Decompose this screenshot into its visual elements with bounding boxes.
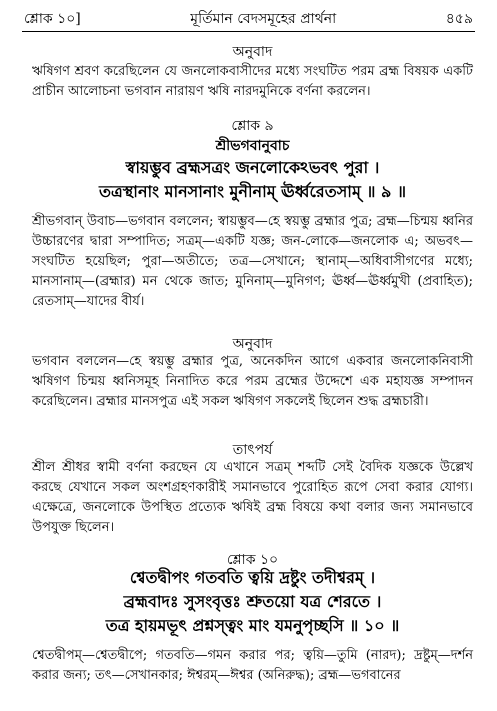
sloka-9-purport-heading: তাৎপর্য	[232, 442, 273, 458]
sloka-9-heading: শ্লোক ৯	[231, 118, 274, 134]
sloka-9-translation: ভগবান বললেন—হে স্বয়ম্ভু ব্রহ্মার পুত্র, অনেকদিন আগে একবার জনলোকনিবাসী ঋষিগণ চিন্ময় ধ্বনিসমূহ নিনাদিত করে পরম ব্রহ্মের উদ্দেশে এক মহাযজ্ঞ সম্পাদন করেছিলেন। ব্রহ্মার মানসপুত্র এই সকল ঋষিগণ সকলেই ছিলেন শুদ্ধ ব্রহ্মচারী।	[32, 354, 473, 409]
page-number: ৪৫৯	[445, 11, 473, 27]
running-header	[24, 8, 473, 30]
verse-line: তত্রস্থানাং মানসানাং মুনীনাম্ ঊর্ধ্বরেতসাম্ ॥ ৯ ॥	[98, 182, 407, 201]
sloka-10-heading: শ্লোক ১০	[226, 552, 279, 568]
verse-line: ব্রহ্মবাদঃ সুসংবৃত্তঃ শ্রুতয়ো যত্র শেরতে ।	[123, 592, 382, 611]
header-chapter-title: মূর্তিমান বেদসমূহের প্রার্থনা	[190, 11, 337, 27]
sloka-9-speaker: শ্রীভগবানুবাচ	[215, 138, 290, 154]
translation-heading: অনুবাদ	[232, 44, 273, 60]
header-divider	[22, 31, 475, 32]
sloka-9-translation-heading: অনুবাদ	[232, 336, 273, 352]
verse-line: স্বায়ম্ভুব ব্রহ্মসত্রং জনলোকেঽভবৎ পুরা ।	[125, 158, 380, 177]
sloka-9-synonyms: শ্রীভগবান্ উবাচ—ভগবান বললেন; স্বায়ম্ভুব—হে স্বয়ম্ভু ব্রহ্মার পুত্র; ব্রহ্ম—চিন্ময় ধ্বনির উচ্চারণের দ্বারা সম্পাদিত; সত্রম্—একটি যজ্ঞ; জন-লোকে—জনলোক এ; অভবৎ—সংঘটিত হয়েছিল; পুরা—অতীতে; তত্র—সেখানে; স্থানাম্—অধিবাসীগণের মধ্যে; মানসানাম্—(ব্রহ্মার) মন থেকে জাত; মুনিনাম্—মুনিগণ; ঊর্ধ্ব—ঊর্ধ্বমুখী (প্রবাহিত); রেতসাম্—যাদের বীর্য।	[32, 214, 473, 309]
header-sloka-ref: শ্লোক ১০]	[24, 11, 81, 27]
sloka-9-verse	[32, 156, 473, 204]
sloka-9-purport: শ্রীল শ্রীধর স্বামী বর্ণনা করছেন যে এখানে সত্রম্ শব্দটি সেই বৈদিক যজ্ঞকে উল্লেখ করছে যেখানে সকল অংশগ্রহণকারীই সমানভাবে পুরোহিত রূপে সেবা করার যোগ্য। এক্ষেত্রে, জনলোকে উপস্থিত প্রত্যেক ঋষিই ব্রহ্ম বিষয়ে কথা বলার জন্য সমানভাবে উপযুক্ত ছিলেন।	[32, 460, 473, 535]
translation-paragraph: ঋষিগণ শ্রবণ করেছিলেন যে জনলোকবাসীদের মধ্যে সংঘটিত পরম ব্রহ্ম বিষয়ক একটি প্রাচীন আলোচনা ভগবান নারায়ণ ঋষি নারদমুনিকে বর্ণনা করলেন।	[32, 64, 473, 99]
verse-line: তত্র হায়মভূৎ প্রশ্নস্ত্বং মাং যমনুপৃচ্ছসি ॥ ১০ ॥	[105, 616, 400, 635]
sloka-10-synonyms: শ্বেতদ্বীপম্—শ্বেতদ্বীপে; গতবতি—গমন করার পর; ত্বয়ি—তুমি (নারদ); দ্রষ্টুম্—দর্শন করার জন্য; তৎ—সেখানকার; ঈশ্বরম্—ঈশ্বর (অনিরুদ্ধ); ব্রহ্ম—ভগবানের	[32, 648, 473, 683]
sloka-10-verse	[32, 566, 473, 638]
verse-line: শ্বেতদ্বীপং গতবতি ত্বয়ি দ্রষ্টুং তদীশ্বরম্ ।	[129, 568, 376, 587]
